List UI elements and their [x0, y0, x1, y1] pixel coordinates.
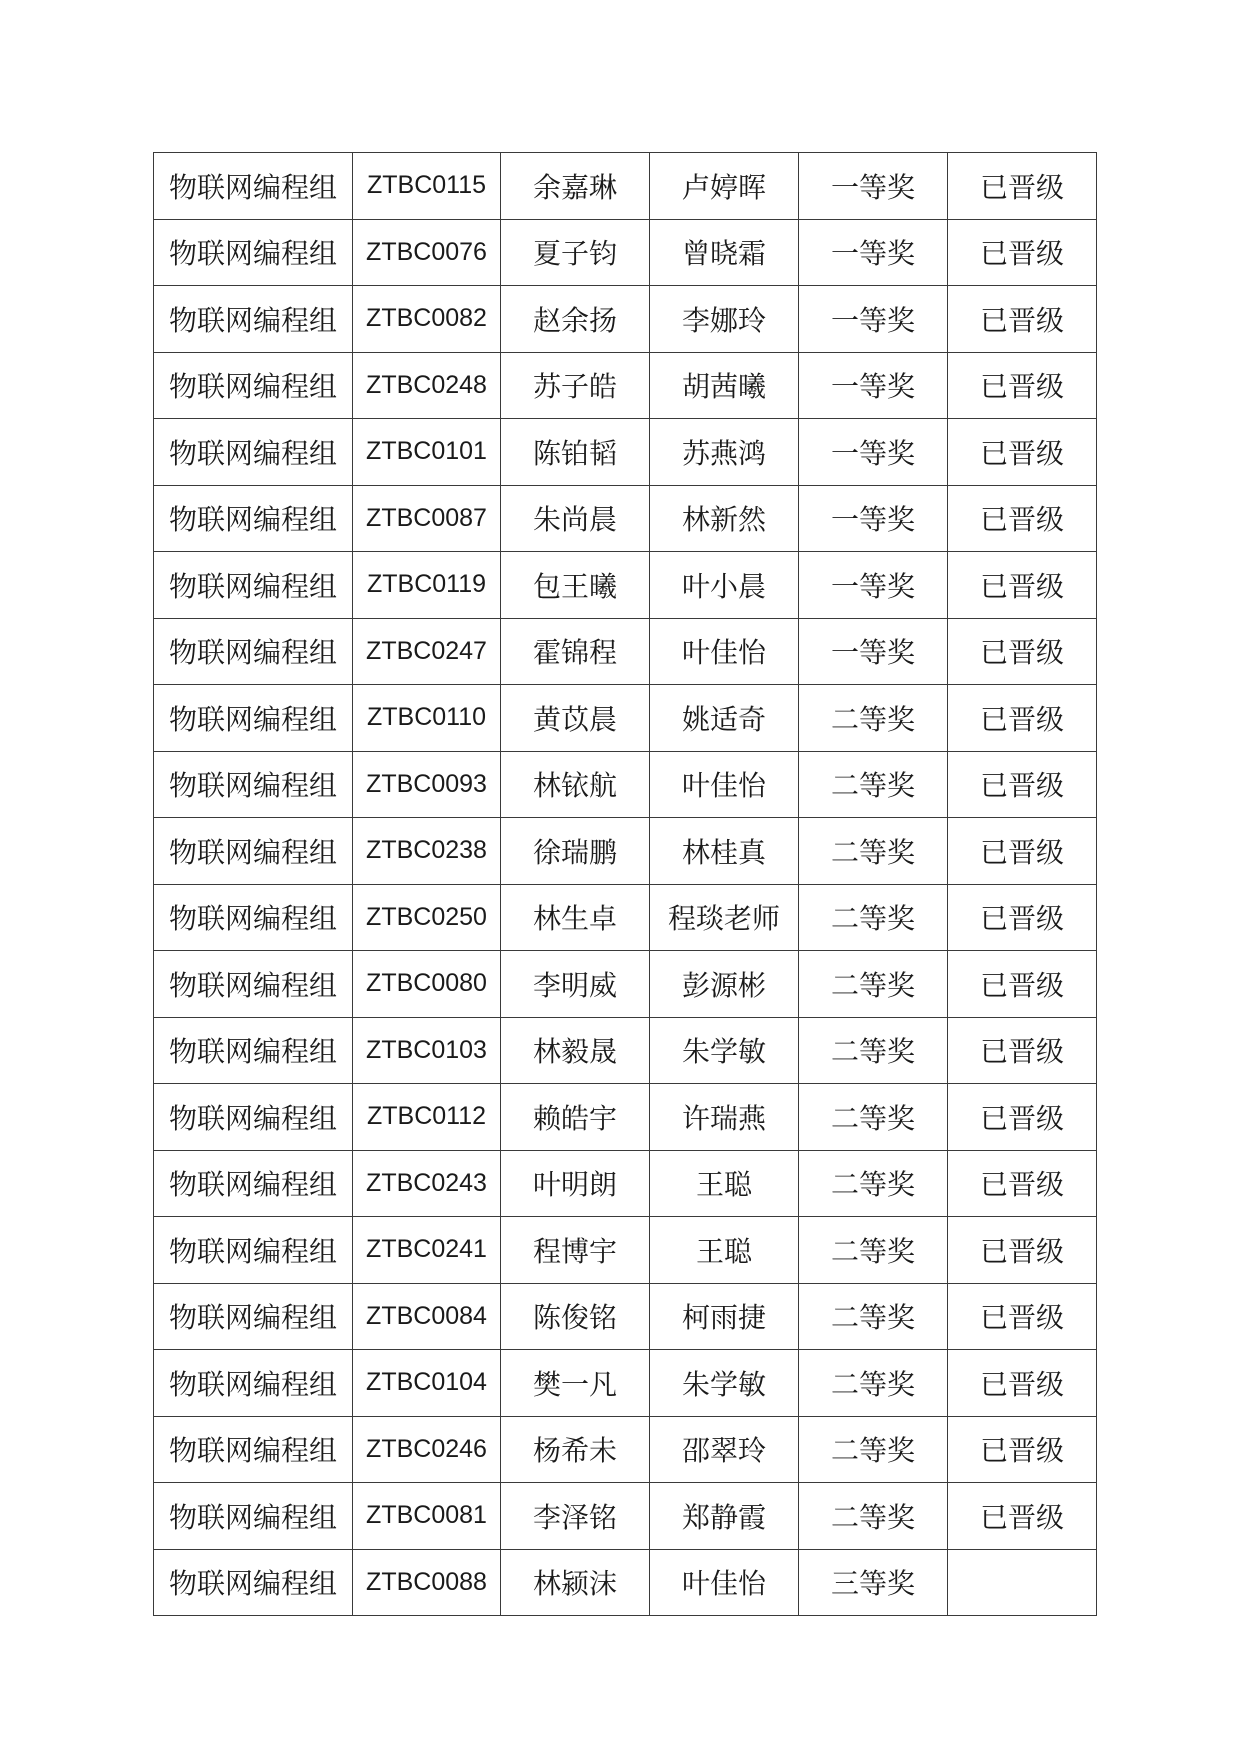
student-cell: 徐瑞鹏	[501, 818, 650, 885]
award-cell: 三等奖	[799, 1549, 948, 1616]
entry-code-cell: ZTBC0087	[353, 485, 501, 552]
entry-code-cell: ZTBC0084	[353, 1283, 501, 1350]
group-cell: 物联网编程组	[154, 419, 353, 486]
entry-code-cell: ZTBC0246	[353, 1416, 501, 1483]
student-cell: 林生卓	[501, 884, 650, 951]
table-row	[154, 352, 1097, 419]
award-cell: 一等奖	[799, 552, 948, 619]
status-cell: 已晋级	[948, 286, 1097, 353]
table-row	[154, 419, 1097, 486]
student-cell: 陈俊铭	[501, 1283, 650, 1350]
status-cell: 已晋级	[948, 685, 1097, 752]
status-cell: 已晋级	[948, 1150, 1097, 1217]
table-row	[154, 286, 1097, 353]
entry-code-cell: ZTBC0081	[353, 1483, 501, 1550]
status-cell: 已晋级	[948, 352, 1097, 419]
status-cell: 已晋级	[948, 552, 1097, 619]
student-cell: 赵余扬	[501, 286, 650, 353]
status-cell: 已晋级	[948, 1416, 1097, 1483]
teacher-cell: 朱学敏	[650, 1017, 799, 1084]
teacher-cell: 叶佳怡	[650, 751, 799, 818]
status-cell: 已晋级	[948, 1283, 1097, 1350]
group-cell: 物联网编程组	[154, 685, 353, 752]
student-cell: 朱尚晨	[501, 485, 650, 552]
group-cell: 物联网编程组	[154, 485, 353, 552]
teacher-cell: 姚适奇	[650, 685, 799, 752]
status-cell: 已晋级	[948, 751, 1097, 818]
award-cell: 二等奖	[799, 1084, 948, 1151]
table-row	[154, 1283, 1097, 1350]
entry-code-cell: ZTBC0112	[353, 1084, 501, 1151]
student-cell: 林毅晟	[501, 1017, 650, 1084]
teacher-cell: 曾晓霜	[650, 219, 799, 286]
entry-code-cell: ZTBC0247	[353, 618, 501, 685]
status-cell: 已晋级	[948, 884, 1097, 951]
student-cell: 叶明朗	[501, 1150, 650, 1217]
teacher-cell: 朱学敏	[650, 1350, 799, 1417]
student-cell: 包王曦	[501, 552, 650, 619]
entry-code-cell: ZTBC0101	[353, 419, 501, 486]
table-row	[154, 818, 1097, 885]
status-cell	[948, 1549, 1097, 1616]
status-cell: 已晋级	[948, 818, 1097, 885]
student-cell: 赖皓宇	[501, 1084, 650, 1151]
entry-code-cell: ZTBC0104	[353, 1350, 501, 1417]
award-cell: 二等奖	[799, 1017, 948, 1084]
award-cell: 二等奖	[799, 818, 948, 885]
student-cell: 陈铂韬	[501, 419, 650, 486]
entry-code-cell: ZTBC0082	[353, 286, 501, 353]
award-cell: 一等奖	[799, 153, 948, 220]
table-row	[154, 1217, 1097, 1284]
status-cell: 已晋级	[948, 485, 1097, 552]
group-cell: 物联网编程组	[154, 1017, 353, 1084]
entry-code-cell: ZTBC0243	[353, 1150, 501, 1217]
status-cell: 已晋级	[948, 618, 1097, 685]
student-cell: 林颍沫	[501, 1549, 650, 1616]
table-row	[154, 1483, 1097, 1550]
teacher-cell: 王聪	[650, 1150, 799, 1217]
group-cell: 物联网编程组	[154, 1217, 353, 1284]
table-row	[154, 1350, 1097, 1417]
group-cell: 物联网编程组	[154, 286, 353, 353]
teacher-cell: 叶佳怡	[650, 618, 799, 685]
status-cell: 已晋级	[948, 219, 1097, 286]
student-cell: 杨希未	[501, 1416, 650, 1483]
student-cell: 霍锦程	[501, 618, 650, 685]
student-cell: 林铱航	[501, 751, 650, 818]
teacher-cell: 林桂真	[650, 818, 799, 885]
group-cell: 物联网编程组	[154, 884, 353, 951]
teacher-cell: 邵翠玲	[650, 1416, 799, 1483]
teacher-cell: 程琰老师	[650, 884, 799, 951]
student-cell: 余嘉琳	[501, 153, 650, 220]
status-cell: 已晋级	[948, 153, 1097, 220]
award-cell: 一等奖	[799, 219, 948, 286]
teacher-cell: 郑静霞	[650, 1483, 799, 1550]
teacher-cell: 彭源彬	[650, 951, 799, 1018]
award-cell: 二等奖	[799, 685, 948, 752]
group-cell: 物联网编程组	[154, 219, 353, 286]
award-cell: 二等奖	[799, 1483, 948, 1550]
award-cell: 二等奖	[799, 1350, 948, 1417]
teacher-cell: 叶佳怡	[650, 1549, 799, 1616]
group-cell: 物联网编程组	[154, 1283, 353, 1350]
award-cell: 二等奖	[799, 751, 948, 818]
table-row	[154, 1549, 1097, 1616]
teacher-cell: 王聪	[650, 1217, 799, 1284]
award-cell: 二等奖	[799, 884, 948, 951]
group-cell: 物联网编程组	[154, 1549, 353, 1616]
award-cell: 一等奖	[799, 352, 948, 419]
award-cell: 一等奖	[799, 286, 948, 353]
status-cell: 已晋级	[948, 1483, 1097, 1550]
group-cell: 物联网编程组	[154, 1084, 353, 1151]
table-row	[154, 618, 1097, 685]
table-row	[154, 751, 1097, 818]
teacher-cell: 柯雨捷	[650, 1283, 799, 1350]
table-row	[154, 685, 1097, 752]
status-cell: 已晋级	[948, 1084, 1097, 1151]
table-row	[154, 1084, 1097, 1151]
student-cell: 李明威	[501, 951, 650, 1018]
student-cell: 程博宇	[501, 1217, 650, 1284]
award-cell: 二等奖	[799, 1150, 948, 1217]
entry-code-cell: ZTBC0076	[353, 219, 501, 286]
teacher-cell: 许瑞燕	[650, 1084, 799, 1151]
group-cell: 物联网编程组	[154, 1483, 353, 1550]
table-row	[154, 1017, 1097, 1084]
status-cell: 已晋级	[948, 1017, 1097, 1084]
table-row	[154, 1416, 1097, 1483]
entry-code-cell: ZTBC0080	[353, 951, 501, 1018]
results-table-body	[154, 153, 1097, 1616]
group-cell: 物联网编程组	[154, 352, 353, 419]
status-cell: 已晋级	[948, 951, 1097, 1018]
award-cell: 一等奖	[799, 618, 948, 685]
entry-code-cell: ZTBC0119	[353, 552, 501, 619]
award-cell: 一等奖	[799, 419, 948, 486]
group-cell: 物联网编程组	[154, 1150, 353, 1217]
award-cell: 二等奖	[799, 1217, 948, 1284]
group-cell: 物联网编程组	[154, 618, 353, 685]
status-cell: 已晋级	[948, 419, 1097, 486]
entry-code-cell: ZTBC0115	[353, 153, 501, 220]
entry-code-cell: ZTBC0238	[353, 818, 501, 885]
entry-code-cell: ZTBC0093	[353, 751, 501, 818]
entry-code-cell: ZTBC0088	[353, 1549, 501, 1616]
student-cell: 樊一凡	[501, 1350, 650, 1417]
table-row	[154, 951, 1097, 1018]
teacher-cell: 李娜玲	[650, 286, 799, 353]
student-cell: 夏子钧	[501, 219, 650, 286]
status-cell: 已晋级	[948, 1350, 1097, 1417]
table-row	[154, 884, 1097, 951]
group-cell: 物联网编程组	[154, 1416, 353, 1483]
table-row	[154, 219, 1097, 286]
table-row	[154, 1150, 1097, 1217]
entry-code-cell: ZTBC0248	[353, 352, 501, 419]
teacher-cell: 苏燕鸿	[650, 419, 799, 486]
group-cell: 物联网编程组	[154, 751, 353, 818]
teacher-cell: 林新然	[650, 485, 799, 552]
group-cell: 物联网编程组	[154, 951, 353, 1018]
entry-code-cell: ZTBC0110	[353, 685, 501, 752]
student-cell: 黄苡晨	[501, 685, 650, 752]
group-cell: 物联网编程组	[154, 1350, 353, 1417]
award-cell: 二等奖	[799, 951, 948, 1018]
table-row	[154, 552, 1097, 619]
table-row	[154, 153, 1097, 220]
student-cell: 苏子皓	[501, 352, 650, 419]
entry-code-cell: ZTBC0103	[353, 1017, 501, 1084]
entry-code-cell: ZTBC0250	[353, 884, 501, 951]
award-cell: 一等奖	[799, 485, 948, 552]
teacher-cell: 卢婷晖	[650, 153, 799, 220]
status-cell: 已晋级	[948, 1217, 1097, 1284]
group-cell: 物联网编程组	[154, 552, 353, 619]
table-row	[154, 485, 1097, 552]
group-cell: 物联网编程组	[154, 153, 353, 220]
teacher-cell: 叶小晨	[650, 552, 799, 619]
results-table	[153, 152, 1097, 1616]
teacher-cell: 胡茜曦	[650, 352, 799, 419]
group-cell: 物联网编程组	[154, 818, 353, 885]
student-cell: 李泽铭	[501, 1483, 650, 1550]
award-cell: 二等奖	[799, 1416, 948, 1483]
entry-code-cell: ZTBC0241	[353, 1217, 501, 1284]
award-cell: 二等奖	[799, 1283, 948, 1350]
